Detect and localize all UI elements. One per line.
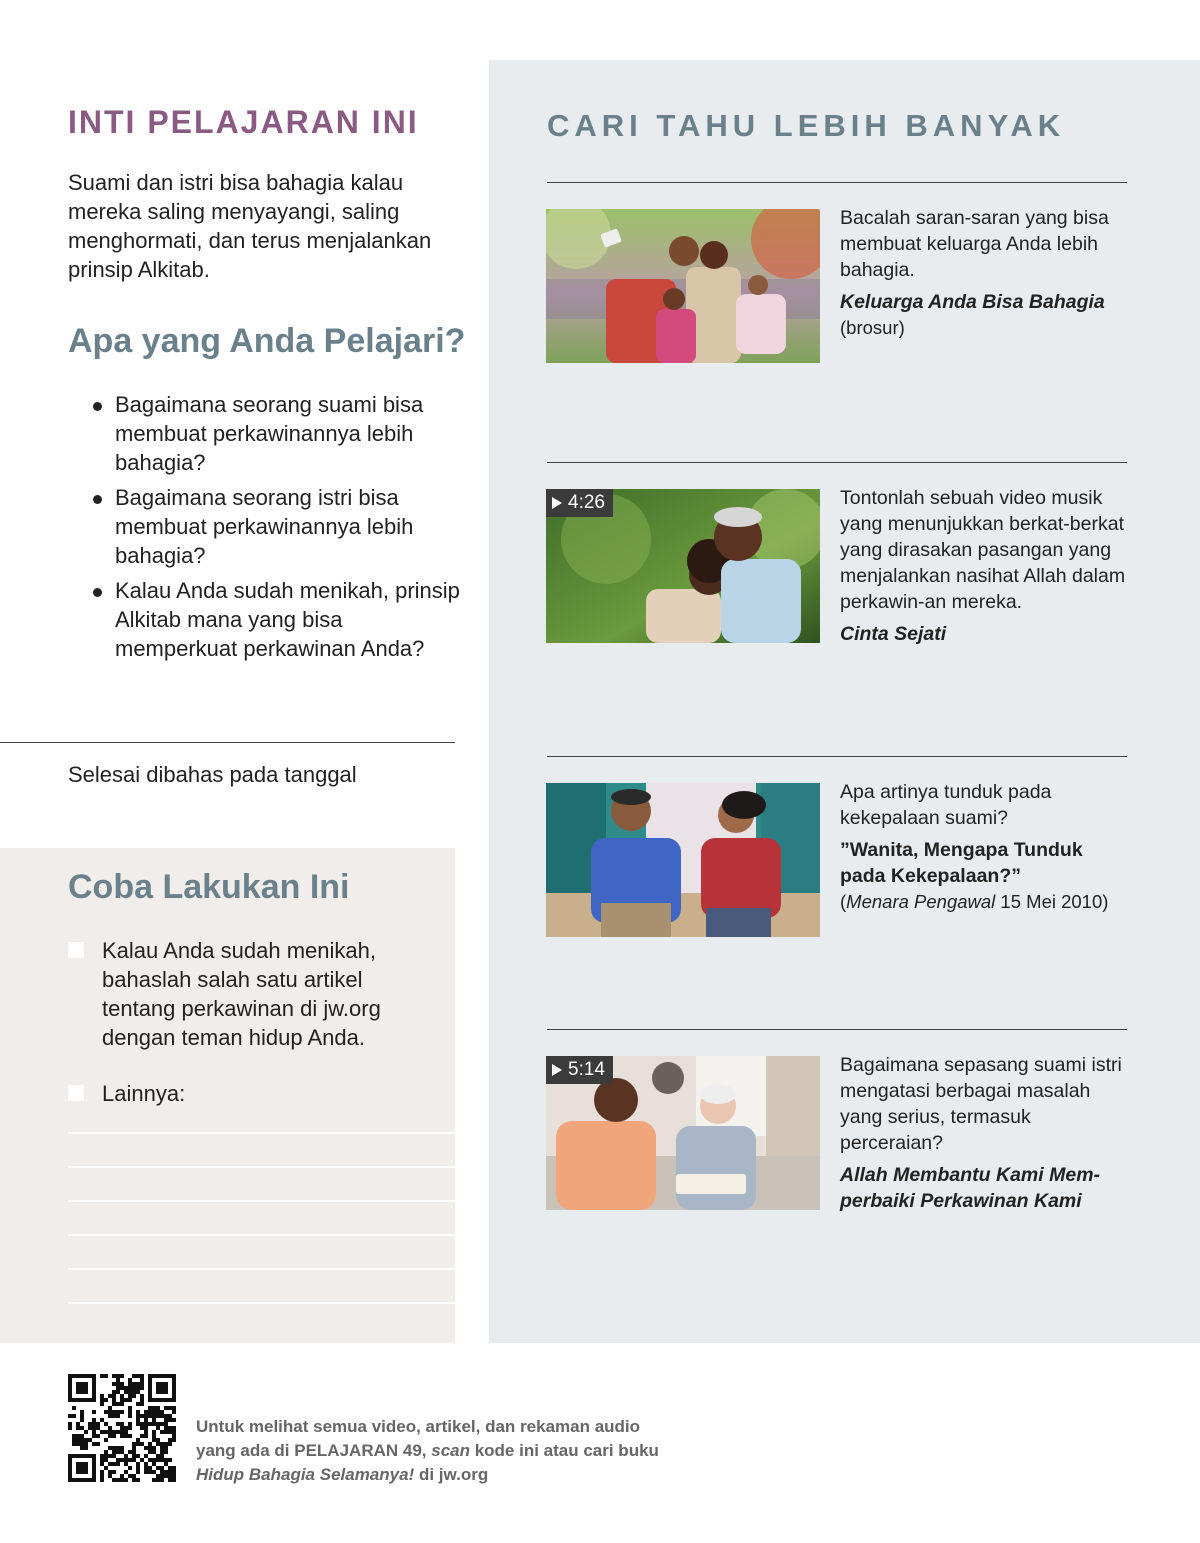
- learned-list: [90, 390, 460, 669]
- resource-item: [840, 205, 1130, 341]
- resource-description: Bacalah saran-saran yang bisa membuat keluarga Anda lebih bahagia.: [840, 207, 1109, 281]
- play-icon: [552, 1064, 562, 1076]
- bullet-icon: [93, 588, 102, 597]
- resource-item: [840, 779, 1130, 915]
- play-icon: [552, 497, 562, 509]
- try-this-heading: Coba Lakukan Ini: [68, 868, 350, 906]
- task-item: [68, 936, 428, 1052]
- writing-line[interactable]: [68, 1234, 455, 1236]
- checkbox[interactable]: [68, 942, 84, 958]
- task-text: Kalau Anda sudah menikah, bahaslah salah satu artikel tentang perkawinan di jw.org dengan teman hidup Anda.: [102, 938, 381, 1050]
- divider: [547, 462, 1127, 463]
- resource-title[interactable]: ”Wanita, Mengapa Tunduk pada Kekepalaan?”: [840, 839, 1083, 887]
- resource-note: (Menara Pengawal 15 Mei 2010): [840, 891, 1109, 912]
- couple-reading-photo[interactable]: [546, 1056, 820, 1210]
- bullet-icon: [93, 402, 102, 411]
- divider: [0, 742, 455, 743]
- resource-description: Bagaimana sepasang suami istri mengatasi berbagai masalah yang serius, termasuk perceraian?: [840, 1054, 1122, 1154]
- resource-description: Apa artinya tunduk pada kekepalaan suami?: [840, 781, 1052, 829]
- completed-date-label: Selesai dibahas pada tanggal: [68, 762, 357, 787]
- resource-description: Tontonlah sebuah video musik yang menunjukkan berkat-berkat yang dirasakan pasangan yang menjalankan nasihat Allah dalam perkawin-an mereka.: [840, 487, 1126, 613]
- learned-item: Kalau Anda sudah menikah, prinsip Alkitab mana yang bisa memperkuat perkawinan Anda?: [90, 576, 460, 663]
- resource-title[interactable]: Cinta Sejati: [840, 623, 947, 645]
- qr-code-icon[interactable]: [68, 1374, 176, 1482]
- writing-line[interactable]: [68, 1268, 455, 1270]
- summary-heading: INTI PELAJARAN INI: [68, 104, 419, 140]
- footer-note: Untuk melihat semua video, artikel, dan rekaman audio yang ada di PELAJARAN 49, scan kode ini atau cari buku Hidup Bahagia Selamanya! di jw.org: [196, 1417, 659, 1484]
- couple-talking-photo[interactable]: [546, 783, 820, 937]
- bullet-icon: [93, 495, 102, 504]
- resource-item: [840, 485, 1130, 647]
- resource-item: [840, 1052, 1130, 1214]
- checkbox[interactable]: [68, 1085, 84, 1101]
- resource-note: (brosur): [840, 317, 905, 338]
- divider: [547, 1029, 1127, 1030]
- divider: [547, 756, 1127, 757]
- task-text: Lainnya:: [102, 1081, 186, 1106]
- task-item: [68, 1079, 428, 1108]
- learned-item: Bagaimana seorang istri bisa membuat perkawinannya lebih bahagia?: [90, 483, 460, 570]
- video-duration-badge: 4:26: [546, 489, 613, 517]
- summary-text: Suami dan istri bisa bahagia kalau mereka saling menyayangi, saling menghormati, dan terus menjalankan prinsip Alkitab.: [68, 170, 432, 282]
- elderly-couple-embrace-photo[interactable]: [546, 489, 820, 643]
- resource-title[interactable]: Keluarga Anda Bisa Bahagia: [840, 291, 1105, 313]
- resource-title[interactable]: Allah Membantu Kami Mem-perbaiki Perkawinan Kami: [840, 1164, 1101, 1212]
- divider: [547, 182, 1127, 183]
- find-out-more-heading: CARI TAHU LEBIH BANYAK: [547, 108, 1066, 143]
- learned-item: Bagaimana seorang suami bisa membuat perkawinannya lebih bahagia?: [90, 390, 460, 477]
- video-duration-badge: 5:14: [546, 1056, 613, 1084]
- writing-line[interactable]: [68, 1166, 455, 1168]
- writing-line[interactable]: [68, 1132, 455, 1134]
- learned-heading: Apa yang Anda Pelajari?: [68, 322, 466, 360]
- writing-line[interactable]: [68, 1200, 455, 1202]
- writing-line[interactable]: [68, 1302, 455, 1304]
- family-selfie-photo[interactable]: [546, 209, 820, 363]
